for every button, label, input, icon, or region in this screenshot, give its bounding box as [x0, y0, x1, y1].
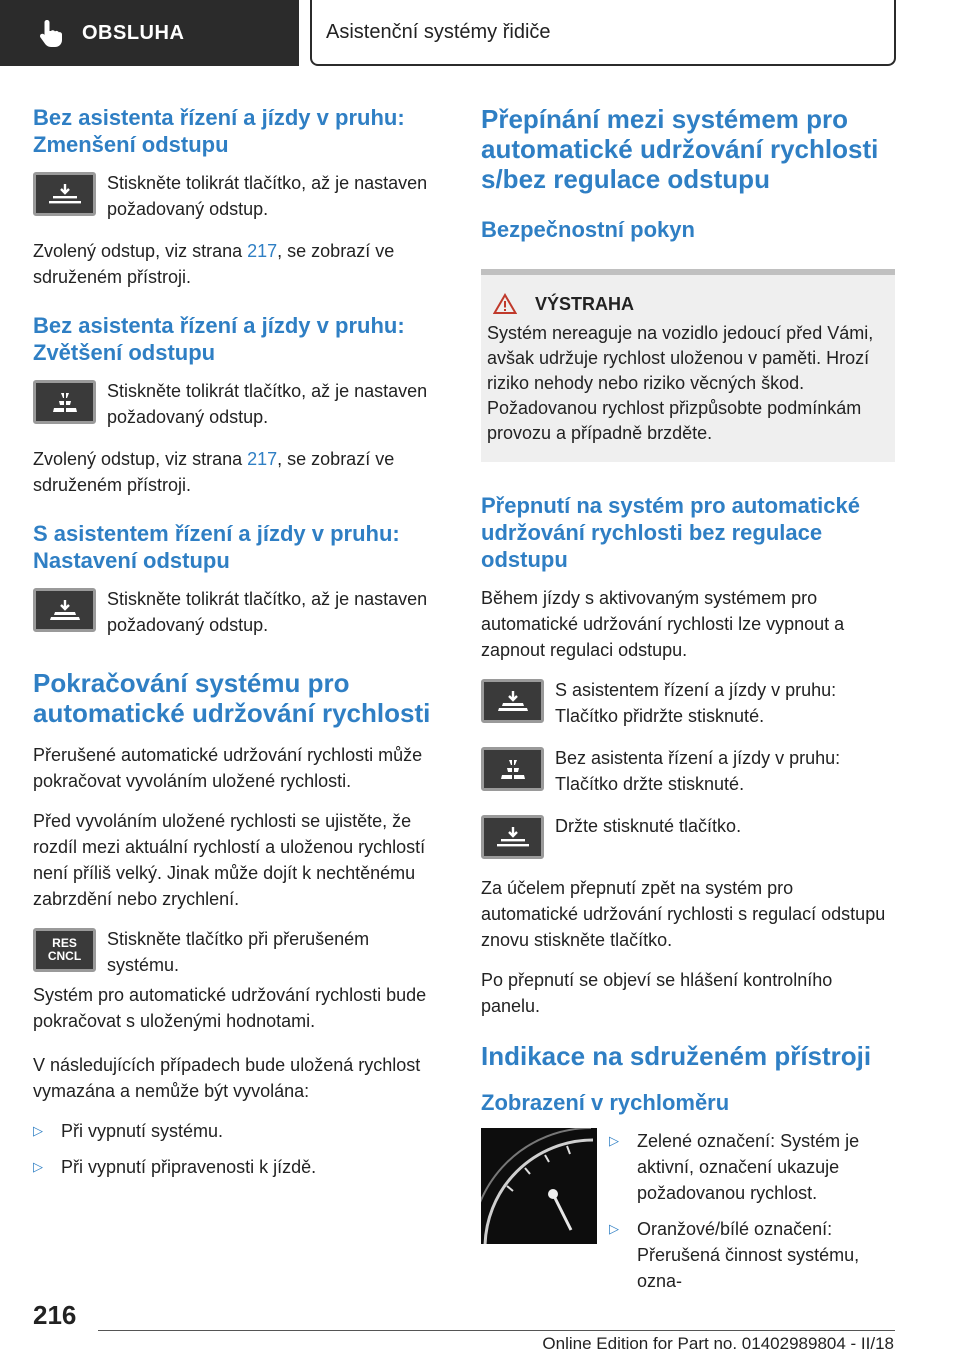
button-switch-2-text: Bez asistenta řízení a jízdy v pruhu: Tlačítko držte stisknuté.	[555, 748, 841, 794]
continue-paragraph-4: V následujících případech bude uložená rychlost vymazána a nemůže být vyvolána:	[33, 1055, 421, 1101]
heading-switch: Přepínání mezi systémem pro automatické udržování rychlosti s/bez regulace odstupu	[481, 104, 879, 194]
list-item-text: Při vypnutí systému.	[61, 1121, 224, 1141]
button-increase-text: Stiskněte tolikrát tlačítko, až je nastaven požadovaný odstup.	[107, 381, 428, 427]
section-tab	[0, 0, 299, 66]
increase-note-pre: Zvolený odstup, viz strana	[33, 449, 248, 469]
button-with-assist-text: Stiskněte tolikrát tlačítko, až je nastaven požadovaný odstup.	[107, 589, 428, 635]
warning-header	[493, 293, 889, 315]
warning-text: Systém nereaguje na vozidlo jedoucí před Vámi, avšak udržuje rychlost uloženou v paměti. Hrozí riziko nehody nebo riziko věcných škod. Požadovanou rychlost přizpůsobte podmínkám provozu a případně brzděte.	[487, 323, 874, 443]
button-row-switch-1	[481, 677, 895, 729]
button-switch-1-text: S asistentem řízení a jízdy v pruhu: Tlačítko přidržte stisknuté.	[555, 680, 837, 726]
cncl-label: CNCL	[47, 949, 82, 963]
reduce-note-pre: Zvolený odstup, viz strana	[33, 241, 248, 261]
page-header	[0, 0, 960, 66]
speedo-marker-list	[609, 1128, 895, 1304]
distance-assist-icon	[45, 597, 85, 623]
page-number: 216	[33, 1300, 77, 1330]
button-row-switch-3	[481, 813, 895, 859]
heading-display: Indikace na sdruženém přístroji	[481, 1041, 872, 1071]
triangle-bullet-icon: ▷	[33, 1123, 43, 1138]
heading-reduce-distance: Bez asistenta řízení a jízdy v pruhu: Zmenšení odstupu	[33, 105, 405, 157]
switch-paragraph-1: Během jízdy s aktivovaným systémem pro automatické udržování rychlosti lze vypnout a zapnout regulaci odstupu.	[481, 588, 845, 660]
distance-reduce-icon	[45, 181, 85, 207]
button-switch-3-text: Držte stisknuté tlačítko.	[555, 816, 742, 836]
list-item-text: Oranžové/bílé označení: Přerušená činnost systému, ozna-	[637, 1219, 860, 1291]
distance-assist-icon	[493, 688, 533, 714]
speedometer-image	[481, 1128, 597, 1244]
list-item	[609, 1128, 895, 1206]
triangle-bullet-icon: ▷	[609, 1221, 619, 1236]
reduce-note	[33, 238, 445, 290]
heading-increase-distance: Bez asistenta řízení a jízdy v pruhu: Zvětšení odstupu	[33, 313, 405, 365]
distance-assist-button-icon	[33, 588, 96, 632]
footer-divider	[98, 1330, 895, 1331]
chapter-tab	[310, 0, 896, 66]
list-item-text: Zelené označení: Systém je aktivní, označení ukazuje požadovanou rychlost.	[637, 1131, 860, 1203]
page-link-217[interactable]: 217	[247, 241, 278, 261]
chapter-label: Asistenční systémy řidiče	[326, 20, 551, 43]
increase-note	[33, 446, 445, 498]
increase-note-post: , se zobrazí ve sdruženém přístroji.	[33, 449, 395, 495]
continue-paragraph-1: Přerušené automatické udržování rychlosti může pokračovat vyvoláním uložené rychlosti.	[33, 745, 423, 791]
warning-triangle-icon	[493, 293, 517, 315]
switch-paragraph-3: Po přepnutí se objeví se hlášení kontrolního panelu.	[481, 970, 833, 1016]
button-row-increase	[33, 378, 445, 430]
res-cncl-button-icon	[33, 928, 96, 972]
button-row-switch-2	[481, 745, 895, 797]
triangle-bullet-icon: ▷	[33, 1159, 43, 1174]
warning-title: VÝSTRAHA	[535, 293, 635, 314]
hand-pointer-icon	[38, 18, 64, 48]
list-item-text: Při vypnutí připravenosti k jízdě.	[61, 1157, 317, 1177]
button-row-res	[33, 926, 445, 978]
continue-paragraph-2: Před vyvoláním uložené rychlosti se ujistěte, že rozdíl mezi aktuální rychlostí a uloženou rychlostí není příliš velký. Jinak může dojít k nechtěnému zabrzdění nebo zrychlení.	[33, 811, 426, 909]
list-item	[33, 1154, 445, 1180]
right-column	[481, 104, 895, 1304]
warning-box	[481, 269, 895, 462]
heading-safety: Bezpečnostní pokyn	[481, 217, 695, 242]
speedometer-section	[481, 1128, 895, 1304]
distance-reduce-button-icon-2	[481, 815, 544, 859]
res-label: RES	[52, 936, 77, 950]
distance-reduce-button-icon	[33, 172, 96, 216]
edition-text: Online Edition for Part no. 01402989804 - II/18	[542, 1334, 894, 1353]
button-reduce-text: Stiskněte tolikrát tlačítko, až je nastaven požadovaný odstup.	[107, 173, 428, 219]
heading-with-assist: S asistentem řízení a jízdy v pruhu: Nastavení odstupu	[33, 521, 400, 573]
speedometer-graphic	[481, 1128, 597, 1244]
distance-increase-button-icon	[33, 380, 96, 424]
switch-paragraph-2: Za účelem přepnutí zpět na systém pro automatické udržování rychlosti s regulací odstupu znovu stiskněte tlačítko.	[481, 878, 886, 950]
button-row-with-assist	[33, 586, 445, 638]
distance-reduce-icon	[493, 824, 533, 850]
distance-increase-icon	[45, 389, 85, 415]
erase-conditions-list	[33, 1118, 445, 1180]
heading-switch-to: Přepnutí na systém pro automatické udržování rychlosti bez regulace odstupu	[481, 493, 860, 572]
button-res-text: Stiskněte tlačítko při přerušeném systému.	[107, 929, 370, 975]
distance-increase-button-icon-2	[481, 747, 544, 791]
distance-increase-icon	[493, 756, 533, 782]
list-item	[33, 1118, 445, 1144]
left-column	[33, 104, 445, 1190]
triangle-bullet-icon: ▷	[609, 1133, 619, 1148]
page-link-217-b[interactable]: 217	[247, 449, 278, 469]
reduce-note-post: , se zobrazí ve sdruženém přístroji.	[33, 241, 395, 287]
heading-continue: Pokračování systému pro automatické udržování rychlosti	[33, 668, 431, 728]
list-item	[609, 1216, 895, 1294]
continue-paragraph-3: Systém pro automatické udržování rychlosti bude pokračovat s uloženými hodnotami.	[33, 985, 427, 1031]
heading-speedo: Zobrazení v rychloměru	[481, 1090, 730, 1115]
section-label: OBSLUHA	[82, 21, 185, 44]
button-row-reduce	[33, 170, 445, 222]
distance-assist-button-icon-2	[481, 679, 544, 723]
